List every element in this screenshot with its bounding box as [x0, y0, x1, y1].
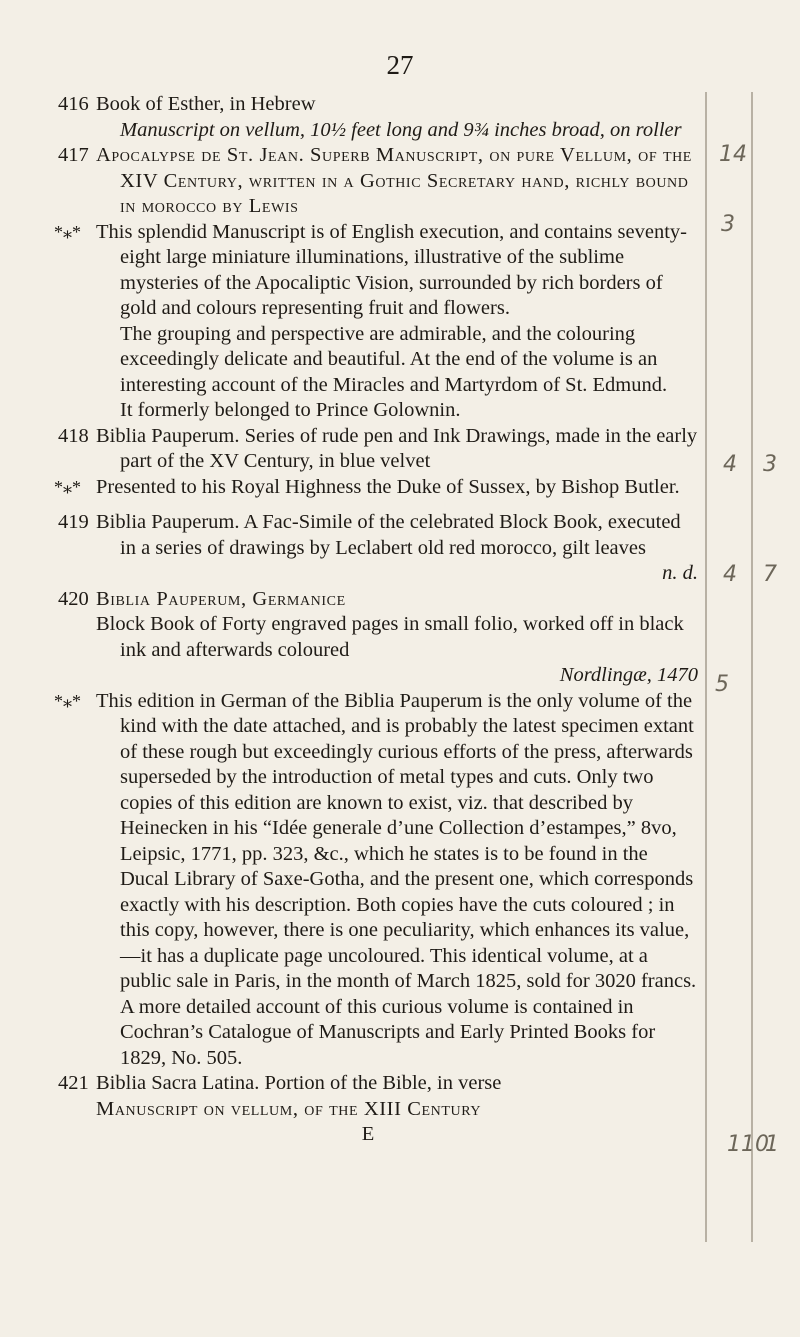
note-418 — [38, 475, 698, 501]
entry-title: Apocalypse de St. Jean. Superb Manuscript, on pure Vellum, of the XIV Century, written in a Gothic Secretary hand, richly bound in morocco by Lewis — [96, 144, 692, 217]
marginal-note: 14 — [719, 142, 747, 167]
entry-number: 421 — [58, 1072, 89, 1094]
note-text: The grouping and perspective are admirable, and the colouring exceedingly delicate and beautiful. At the end of the volume is an interesting account of the Miracles and Martyrdom of St. Edmund. — [120, 322, 668, 396]
catalogue-text — [38, 92, 698, 1148]
entry-title: Biblia Sacra Latina. Portion of the Bible, in verse — [96, 1072, 502, 1094]
entry-number: 419 — [58, 511, 89, 533]
signature-mark: E — [361, 1123, 375, 1145]
marginal-note: 3 — [721, 212, 735, 237]
entry-421 — [38, 1071, 698, 1122]
asterism-icon: *⁎* — [54, 221, 81, 242]
entry-420 — [38, 587, 698, 689]
entry-418 — [38, 424, 698, 475]
note-417 — [38, 220, 698, 424]
entry-description: Block Book of Forty engraved pages in small folio, worked off in black ink and afterwards coloured — [96, 613, 684, 661]
marginal-note: 4 — [723, 452, 737, 477]
entry-title: Biblia Pauperum. A Fac-Simile of the celebrated Block Book, executed in a series of drawings by Leclabert old red morocco, gilt leaves — [96, 511, 681, 559]
entry-416 — [38, 92, 698, 143]
entry-number: 417 — [58, 144, 89, 166]
right-margin-annotations — [705, 92, 795, 1242]
entry-description: Manuscript on vellum, 10½ feet long and 9¾ inches broad, on roller — [120, 118, 682, 141]
entry-417 — [38, 143, 698, 220]
note-text: It formerly belonged to Prince Golownin. — [120, 399, 461, 421]
entry-number: 420 — [58, 587, 89, 610]
entry-title: Biblia Pauperum, Germanice — [96, 587, 346, 610]
marginal-note: 4 — [723, 562, 737, 587]
entry-title: Biblia Pauperum. Series of rude pen and Ink Drawings, made in the early part of the XV Century, in blue velvet — [96, 424, 698, 472]
note-text: This edition in German of the Biblia Pauperum is the only volume of the kind with the date attached, and is probably the latest specimen extant of these rough but exceedingly curious efforts of the press, afterwards superseded by the introduction of metal types and cuts. Only two copies of this edition are known to exist, viz. that described by Heinecken in his “Idée generale d’une Collection d’estampes,” 8vo, Leipsic, 1771, pp. 323, &c., which he states is to be found in the Ducal Library of Saxe-Gotha, and the present one, which corresponds exactly with his description. Both copies have the cuts coloured ; in this copy, however, there is one peculiarity, which enhances its value,—it has a duplicate page uncoloured. This identical volume, at a public sale in Paris, in the month of March 1825, sold for 3020 francs. — [96, 689, 697, 992]
page-number: 27 — [386, 50, 414, 80]
entry-number: 418 — [58, 424, 89, 447]
entry-imprint: Nordlingæ, 1470 — [559, 664, 698, 686]
entry-title: Book of Esther, in Hebrew — [96, 93, 316, 115]
note-420 — [38, 689, 698, 1072]
entry-419 — [38, 510, 698, 587]
marginal-note: 1 — [765, 1132, 779, 1157]
marginal-note: 110 — [727, 1132, 769, 1157]
note-text: A more detailed account of this curious volume is contained in Cochran’s Catalogue of Manuscripts and Early Printed Books for 1829, No. 505. — [120, 995, 656, 1069]
note-text: Presented to his Royal Highness the Duke of Sussex, by Bishop Butler. — [96, 475, 680, 498]
marginal-note: 5 — [715, 672, 729, 697]
entry-date: n. d. — [662, 562, 698, 584]
note-text: This splendid Manuscript is of English execution, and contains seventy-eight large miniature illuminations, illustrative of the sublime mysteries of the Apocaliptic Vision, surrounded by rich borders of gold and colours representing fruit and flowers. — [96, 220, 687, 319]
entry-description: Manuscript on vellum, of the XIII Century — [96, 1097, 482, 1120]
asterism-icon: *⁎* — [54, 476, 81, 497]
entry-number: 416 — [58, 93, 89, 115]
marginal-note: 7 — [763, 562, 777, 587]
marginal-note: 3 — [763, 452, 777, 477]
asterism-icon: *⁎* — [54, 690, 81, 711]
